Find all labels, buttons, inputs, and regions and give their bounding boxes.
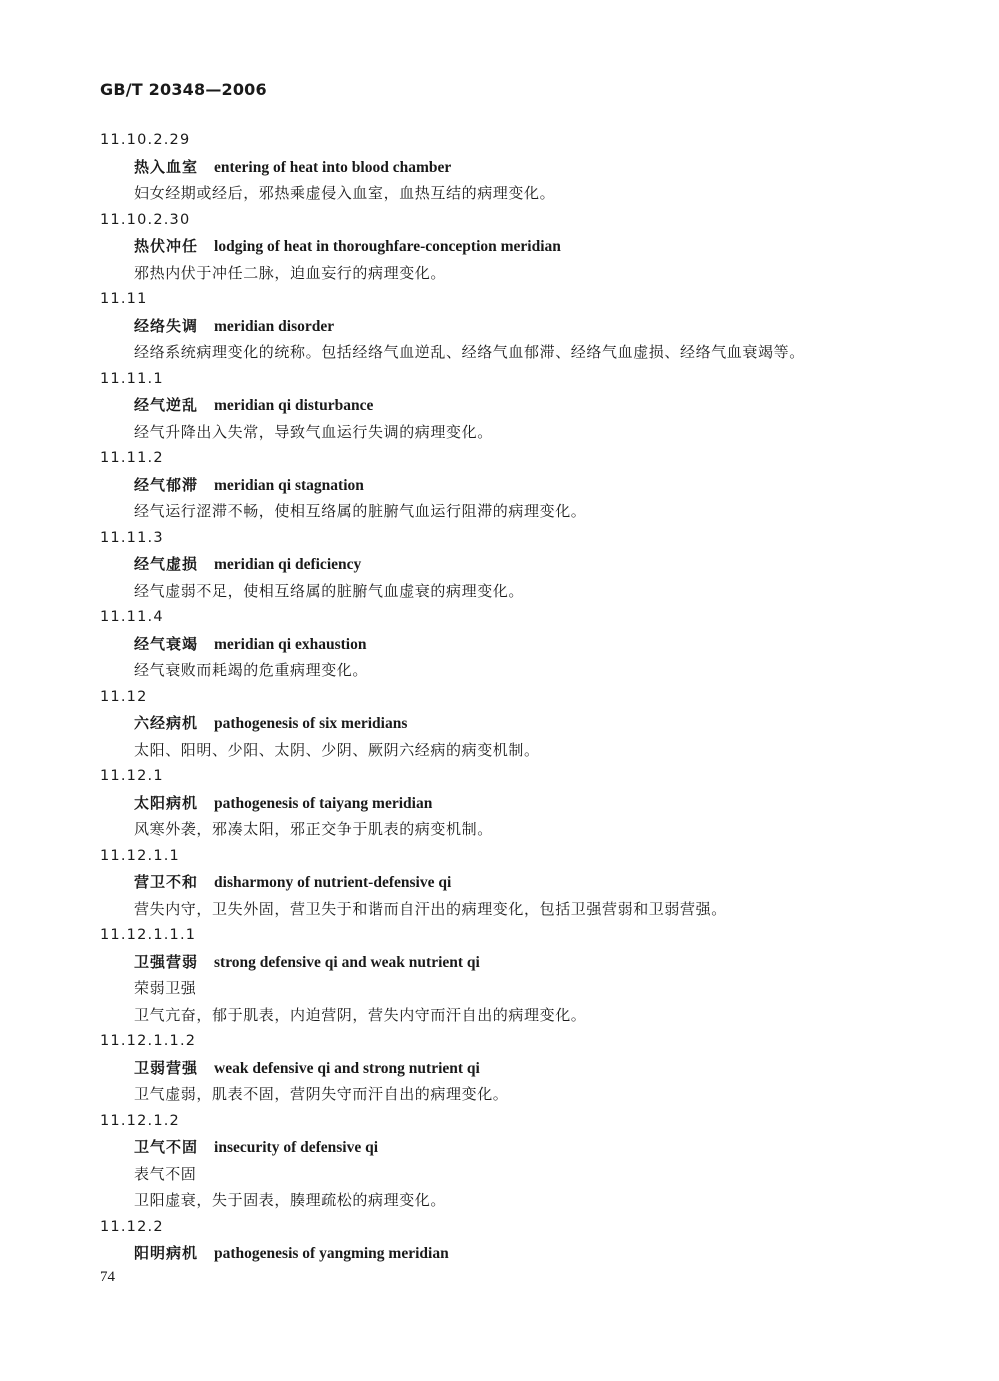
- term-english: lodging of heat in thoroughfare-conception meridian: [214, 238, 561, 255]
- entry-number: 11.12.1: [100, 768, 164, 784]
- term-chinese: 热入血室: [134, 157, 199, 176]
- term-english: meridian qi deficiency: [214, 556, 362, 573]
- term-english: entering of heat into blood chamber: [214, 158, 452, 176]
- entry-term: [0, 154, 999, 181]
- term-chinese: 经气郁滞: [134, 475, 199, 494]
- term-english: weak defensive qi and strong nutrient qi: [214, 1059, 480, 1077]
- entry-definition: 营失内守，卫失外固，营卫失于和谐而自汗出的病理变化，包括卫强营弱和卫弱营强。: [134, 899, 727, 918]
- entry-term: [0, 233, 999, 260]
- entry-definition: 经气衰败而耗竭的危重病理变化。: [134, 661, 369, 679]
- entry-definition: 经络系统病理变化的统称。包括经络气血逆乱、经络气血郁滞、经络气血虚损、经络气血衰竭等。: [134, 343, 805, 361]
- term-english: meridian qi stagnation: [214, 476, 364, 494]
- entry-definition: 妇女经期或经后，邪热乘虚侵入血室，血热互结的病理变化。: [134, 184, 556, 202]
- entry-number: 11.12.2: [100, 1218, 164, 1235]
- entry-term: [0, 392, 999, 419]
- entry-definition: 卫气虚弱，肌表不固，营阴失守而汗自出的病理变化。: [134, 1085, 509, 1103]
- entry-definition: 表气不固: [134, 1164, 197, 1183]
- entry-term: [0, 949, 999, 976]
- entry-term: [0, 1134, 999, 1161]
- entry-number: 11.11.3: [100, 529, 164, 546]
- term-entry-list: [0, 127, 999, 1267]
- term-chinese: 经络失调: [134, 316, 199, 335]
- entry-number: 11.11.1: [100, 370, 164, 387]
- standard-code-header: GB/T 20348—2006: [100, 80, 267, 99]
- entry-definition: 邪热内伏于冲任二脉，迫血妄行的病理变化。: [134, 263, 447, 282]
- entry-term: [0, 1055, 999, 1082]
- term-chinese: 热伏冲任: [134, 237, 199, 255]
- entry-number: 11.12: [100, 688, 148, 705]
- term-chinese: 卫气不固: [134, 1138, 199, 1156]
- term-english: pathogenesis of six meridians: [214, 715, 408, 732]
- term-chinese: 阳明病机: [134, 1244, 199, 1262]
- entry-definition: 卫阳虚衰，失于固表，腠理疏松的病理变化。: [134, 1191, 447, 1209]
- term-english: pathogenesis of yangming meridian: [214, 1245, 449, 1262]
- entry-term: [0, 472, 999, 499]
- term-english: meridian disorder: [214, 317, 335, 335]
- entry-number: 11.12.1.2: [100, 1112, 180, 1129]
- entry-definition: 卫气亢奋，郁于肌表，内迫营阴，营失内守而汗自出的病理变化。: [134, 1005, 587, 1024]
- entry-definition: 经气升降出入失常，导致气血运行失调的病理变化。: [134, 422, 493, 441]
- term-chinese: 经气逆乱: [134, 396, 199, 414]
- entry-definition: 经气运行涩滞不畅，使相互络属的脏腑气血运行阻滞的病理变化。: [134, 502, 587, 520]
- term-chinese: 太阳病机: [134, 793, 199, 812]
- entry-definition: 荣弱卫强: [134, 979, 197, 997]
- entry-definition: 太阳、阳明、少阳、太阴、少阴、厥阴六经病的病变机制。: [134, 740, 540, 759]
- entry-term: [0, 631, 999, 658]
- entry-number: 11.11.4: [100, 609, 164, 625]
- term-english: disharmony of nutrient-defensive qi: [214, 874, 452, 891]
- term-english: strong defensive qi and weak nutrient qi: [214, 953, 480, 971]
- entry-number: 11.11: [100, 291, 148, 307]
- term-english: insecurity of defensive qi: [214, 1139, 379, 1156]
- entry-definition: 风寒外袭，邪凑太阳，邪正交争于肌表的病变机制。: [134, 820, 493, 838]
- term-chinese: 经气虚损: [134, 555, 199, 573]
- entry-number: 11.12.1.1.1: [100, 927, 197, 943]
- term-english: pathogenesis of taiyang meridian: [214, 794, 433, 812]
- entry-term: [0, 313, 999, 340]
- term-chinese: 营卫不和: [134, 873, 199, 891]
- entry-number: 11.11.2: [100, 450, 164, 466]
- entry-term: [0, 790, 999, 817]
- entry-number: 11.10.2.30: [100, 211, 191, 228]
- term-english: meridian qi exhaustion: [214, 635, 367, 653]
- term-chinese: 卫强营弱: [134, 952, 199, 971]
- page-number: 74: [100, 1269, 115, 1285]
- entry-number: 11.12.1.1: [100, 847, 180, 864]
- entry-number: 11.12.1.1.2: [100, 1033, 197, 1049]
- entry-term: [0, 1240, 999, 1267]
- entry-number: 11.10.2.29: [100, 132, 191, 148]
- term-chinese: 经气衰竭: [134, 634, 199, 653]
- term-chinese: 卫弱营强: [134, 1058, 199, 1077]
- entry-definition: 经气虚弱不足，使相互络属的脏腑气血虚衰的病理变化。: [134, 581, 525, 600]
- entry-term: [0, 710, 999, 737]
- term-chinese: 六经病机: [134, 714, 199, 732]
- entry-term: [0, 551, 999, 578]
- entry-term: [0, 869, 999, 896]
- term-english: meridian qi disturbance: [214, 397, 374, 414]
